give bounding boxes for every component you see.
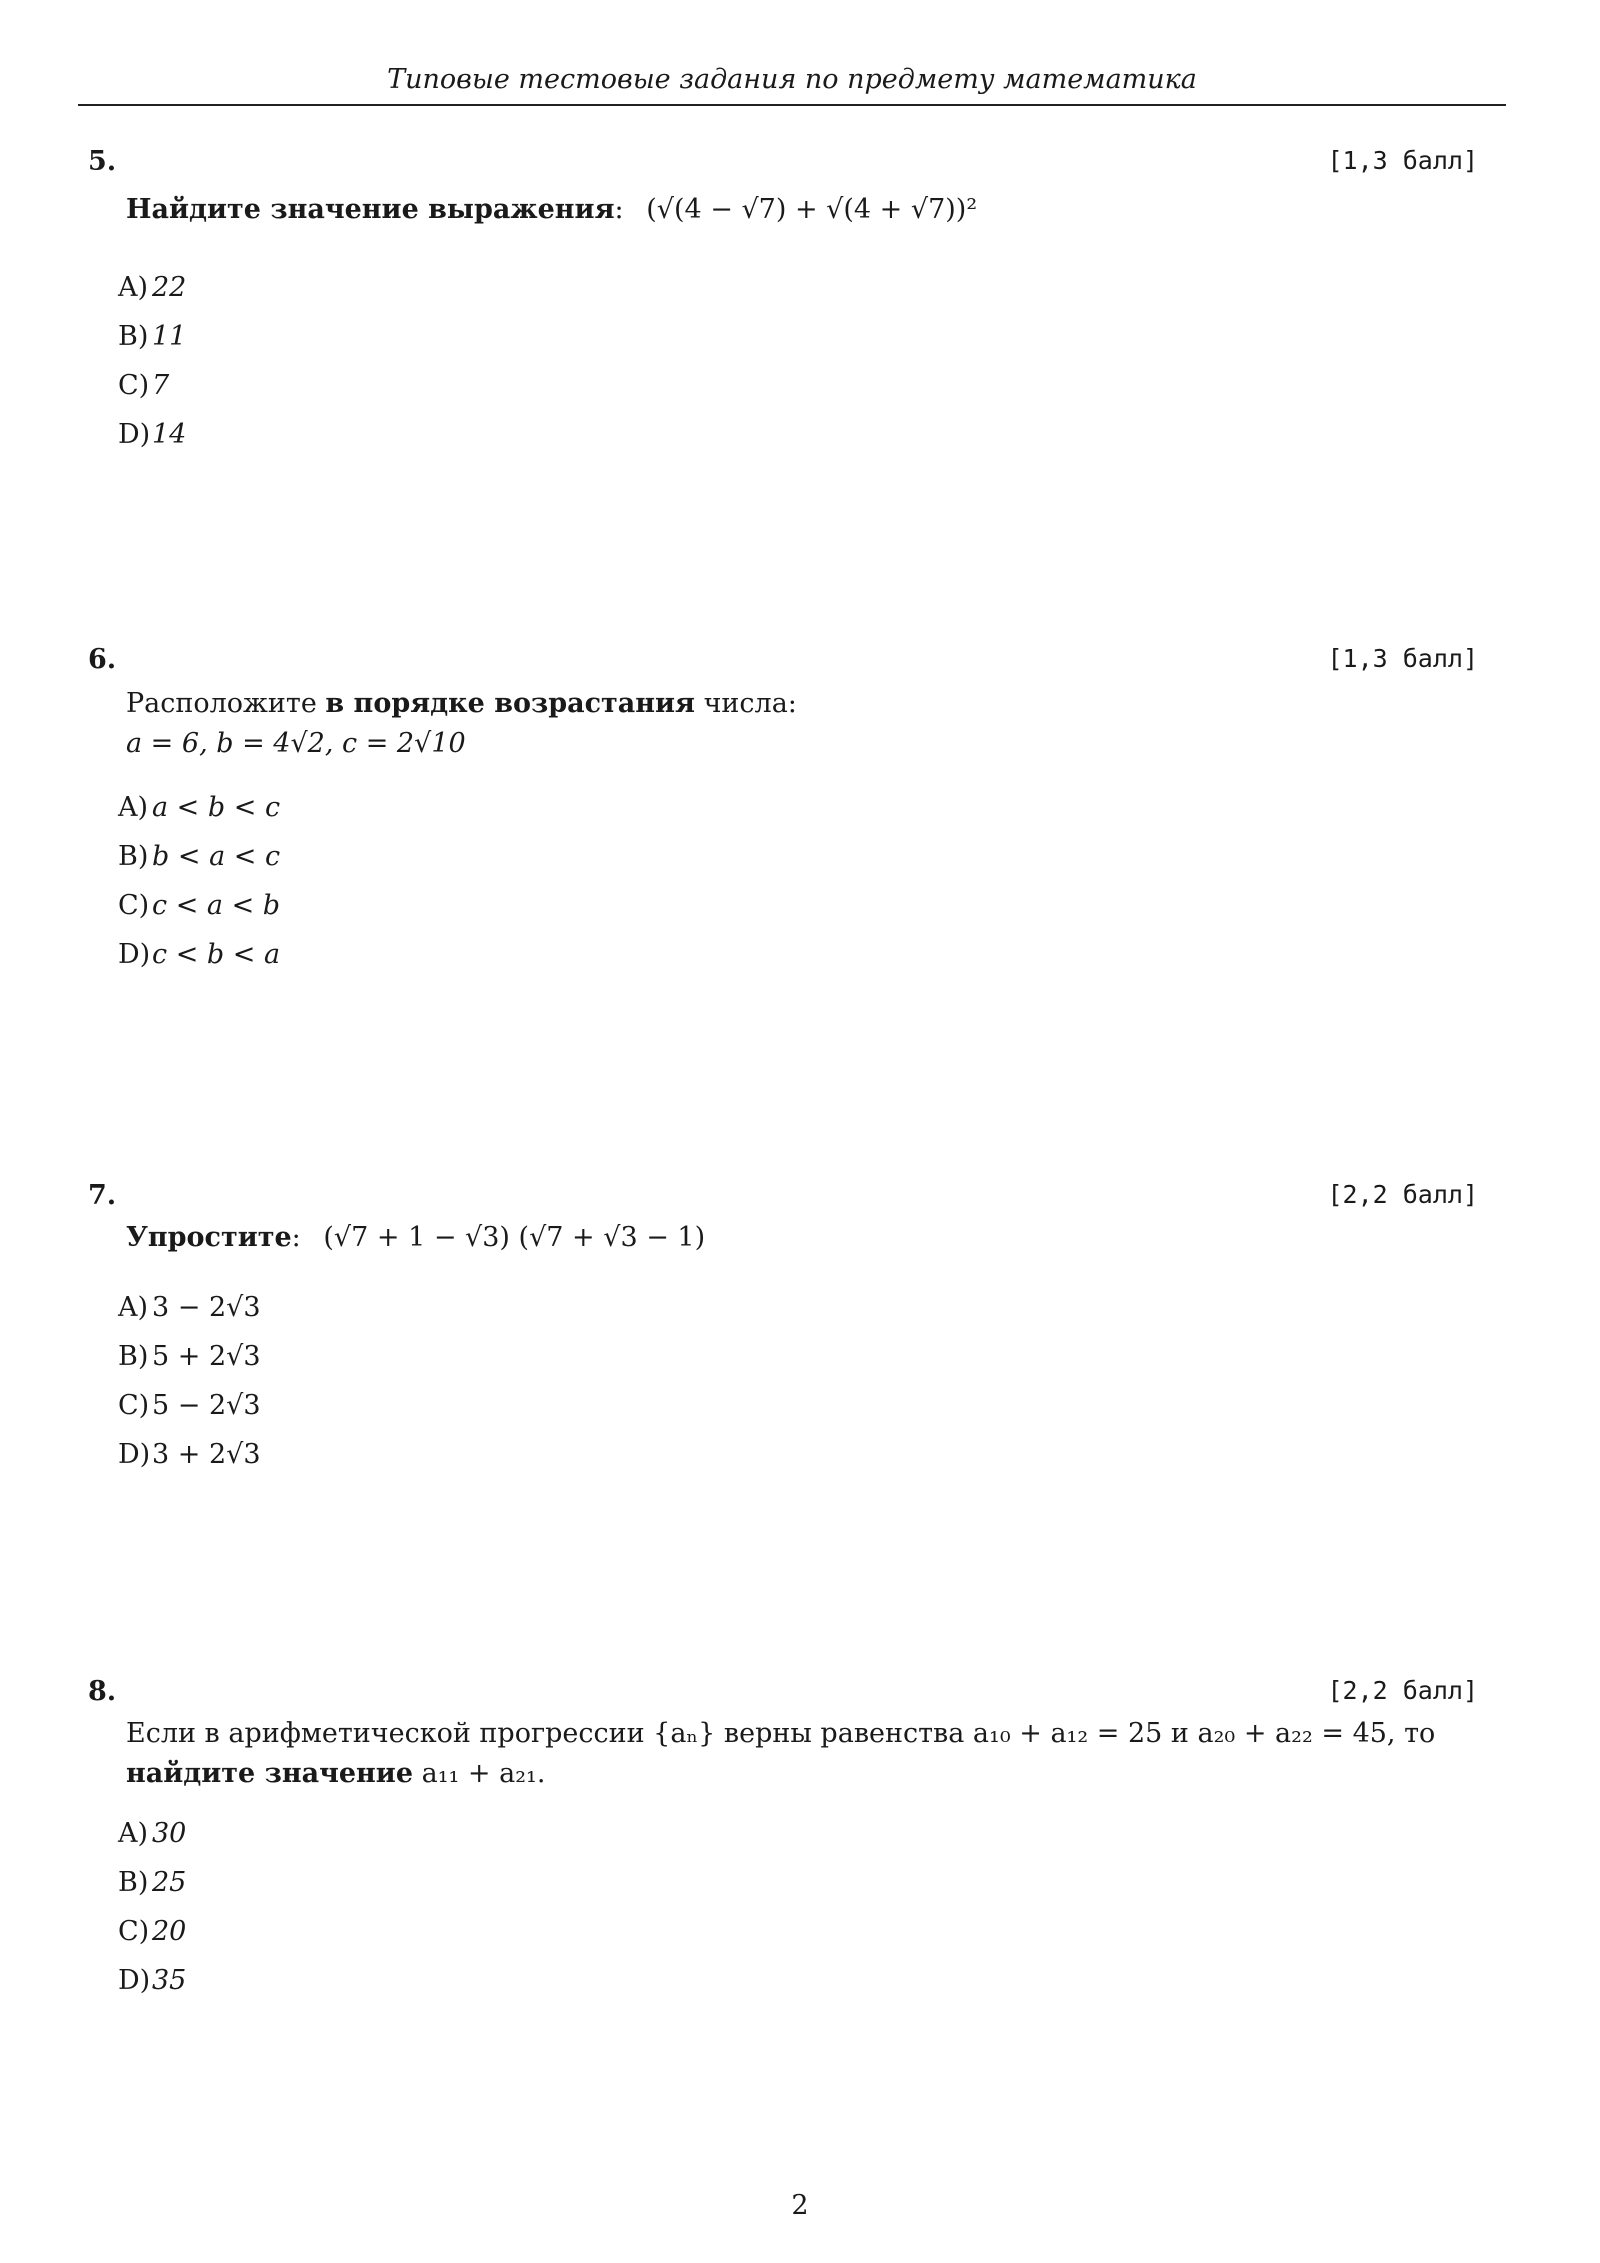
page-header: [78, 60, 1506, 106]
problem-expression: (√7 + 1 − √3) (√7 + √3 − 1): [323, 1222, 706, 1253]
answer-options: [118, 1814, 186, 2010]
problem-points: [2,2 балл]: [1327, 1676, 1478, 1705]
option-label: D): [118, 419, 151, 450]
option-b[interactable]: [118, 317, 186, 366]
option-value: a < b < c: [152, 792, 281, 823]
problem-points: [2,2 балл]: [1327, 1180, 1478, 1209]
option-label: D): [118, 939, 151, 970]
problem-8: [88, 1676, 1478, 2016]
option-d[interactable]: [118, 1961, 186, 2010]
option-label: B): [118, 1867, 149, 1898]
prompt-colon: :: [614, 194, 624, 225]
prompt-bold: Найдите значение выражения: [126, 194, 615, 225]
prompt-colon: :: [291, 1222, 301, 1253]
option-b[interactable]: [118, 1863, 186, 1912]
option-value: 20: [152, 1916, 187, 1947]
option-label: A): [118, 1818, 149, 1849]
problem-points: [1,3 балл]: [1327, 644, 1478, 673]
option-c[interactable]: [118, 1386, 261, 1435]
option-d[interactable]: [118, 935, 280, 984]
page-header-title: Типовые тестовые задания по предмету математика: [387, 64, 1197, 95]
problem-number: 7.: [88, 1180, 117, 1211]
option-d[interactable]: [118, 415, 186, 464]
prompt-after: a₁₁ + a₂₁.: [413, 1758, 546, 1789]
problem-prompt: [126, 1218, 1466, 1258]
option-value: 3 − 2√3: [152, 1292, 261, 1323]
option-label: C): [118, 1916, 150, 1947]
problem-number: 5.: [88, 146, 117, 177]
problem-prompt: [126, 1714, 1466, 1794]
option-value: 11: [152, 321, 187, 352]
option-value: 35: [152, 1965, 187, 1996]
option-c[interactable]: [118, 366, 186, 415]
prompt-before: Расположите: [126, 688, 326, 719]
option-value: 7: [152, 370, 170, 401]
option-d[interactable]: [118, 1435, 261, 1484]
answer-options: [118, 268, 186, 464]
answer-options: [118, 1288, 261, 1484]
problem-points: [1,3 балл]: [1327, 146, 1478, 175]
option-value: b < a < c: [152, 841, 281, 872]
prompt-bold: найдите значение: [126, 1758, 414, 1789]
problem-prompt: [126, 684, 1466, 764]
option-value: c < a < b: [152, 890, 281, 921]
option-label: C): [118, 1390, 150, 1421]
option-label: A): [118, 272, 149, 303]
answer-options: [118, 788, 280, 984]
option-value: 22: [152, 272, 187, 303]
problem-6: [88, 644, 1478, 984]
prompt-line1: Если в арифметической прогрессии {aₙ} верны равенства a₁₀ + a₁₂ = 25 и a₂₀ + a₂₂ = 45, то: [126, 1718, 1436, 1749]
option-label: A): [118, 1292, 149, 1323]
option-value: 5 − 2√3: [152, 1390, 261, 1421]
option-c[interactable]: [118, 886, 280, 935]
prompt-bold: Упростите: [126, 1222, 292, 1253]
option-label: C): [118, 370, 150, 401]
option-label: D): [118, 1965, 151, 1996]
option-value: 5 + 2√3: [152, 1341, 261, 1372]
option-label: D): [118, 1439, 151, 1470]
page-number: 2: [791, 2190, 809, 2221]
option-value: 30: [152, 1818, 187, 1849]
option-a[interactable]: [118, 788, 280, 837]
problem-number: 8.: [88, 1676, 117, 1707]
problem-number: 6.: [88, 644, 117, 675]
problem-prompt: [126, 190, 1466, 230]
problem-7: [88, 1180, 1478, 1500]
option-b[interactable]: [118, 837, 280, 886]
option-label: B): [118, 1341, 149, 1372]
option-value: 14: [152, 419, 187, 450]
option-a[interactable]: [118, 1814, 186, 1863]
option-a[interactable]: [118, 268, 186, 317]
option-value: c < b < a: [152, 939, 281, 970]
option-value: 25: [152, 1867, 187, 1898]
option-label: A): [118, 792, 149, 823]
problem-expression: (√(4 − √7) + √(4 + √7))²: [646, 194, 978, 225]
prompt-bold: в порядке возрастания: [325, 688, 695, 719]
option-label: B): [118, 841, 149, 872]
prompt-after: числа:: [695, 688, 797, 719]
option-label: B): [118, 321, 149, 352]
values-line: a = 6, b = 4√2, c = 2√10: [126, 728, 466, 759]
option-value: 3 + 2√3: [152, 1439, 261, 1470]
problem-5: [88, 146, 1478, 476]
option-c[interactable]: [118, 1912, 186, 1961]
option-label: C): [118, 890, 150, 921]
option-a[interactable]: [118, 1288, 261, 1337]
option-b[interactable]: [118, 1337, 261, 1386]
